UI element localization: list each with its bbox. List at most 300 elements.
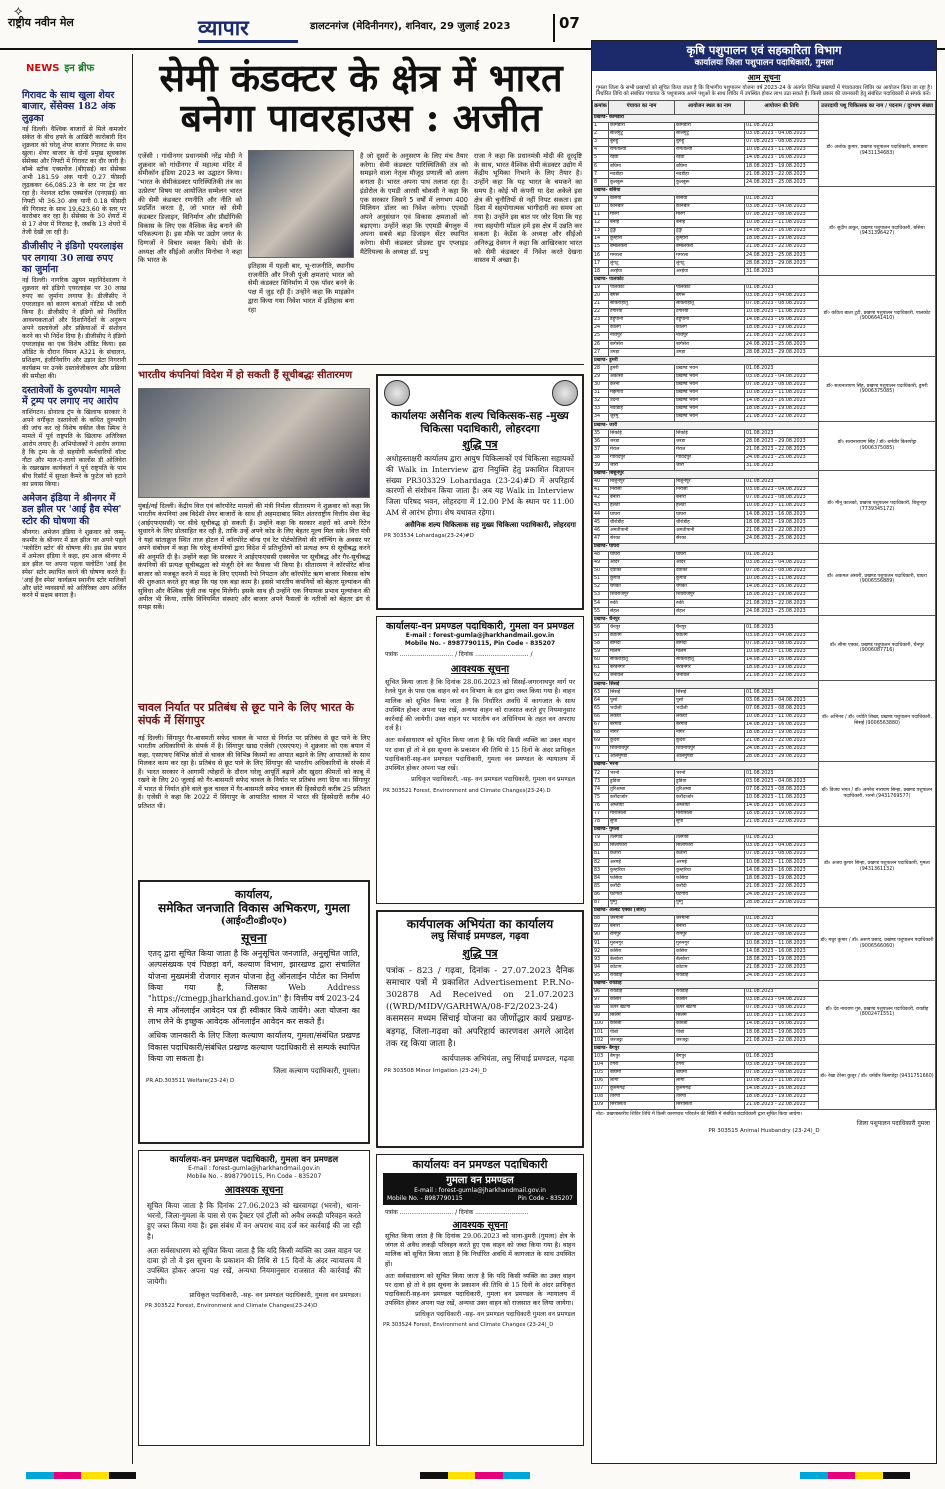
table-cell: आदर (675, 559, 745, 567)
notice-title: लघु सिंचाई प्रमण्डल, गढ़वा (431, 931, 529, 943)
table-cell: तोरपा (675, 1093, 745, 1101)
table-cell: प्रखण्ड भवन (675, 365, 745, 373)
roster-ref: PR 303515 Animal Husbandry (23-24)_D (708, 1128, 820, 1135)
table-cell: 16 (593, 252, 609, 260)
color-swatch (420, 1472, 448, 1479)
table-cell: रेड़वा (675, 155, 745, 163)
table-cell: कोलेंग (675, 325, 745, 333)
brief-headline: दस्तावेजों के दुरुपयोग मामले में ट्रम्प पर लगाए नए आरोप (22, 384, 121, 408)
table-cell: चपका (609, 584, 675, 592)
table-cell: 10.08.2023 - 11.08.2023 (745, 1012, 819, 1020)
table-cell: 10.08.2023 - 11.08.2023 (745, 503, 819, 511)
notice-signature: प्राधिकृत पदाधिकारी, -सह- वन प्रमण्डल पदाधिकारी, गुमला वन प्रमण्डल। (189, 1290, 361, 1299)
table-cell: 92 (593, 948, 609, 956)
table-cell: 10.08.2023 - 11.08.2023 (745, 648, 819, 656)
table-cell: बागेसेरा (609, 341, 675, 349)
story2-text: मुंबई/नई दिल्ली। केंद्रीय वित्त एवं कॉरपोरेट मामलों की मंत्री निर्मला सीतारमण ने शुक्रवार को कहा कि भारतीय कंपनियां अब विदेशी शेयर बाजारों के साथ ही अहमदाबाद स्थित अंतरराष्ट्रीय वित्तीय सेवा केंद्र (आईएफएससी) पर सीधे सूचीबद्ध हो सकती हैं। उन्होंने कहा कि सरकार शहरों को अपने रिटेन सुधारने के लिए प्रोत्साहित कर रही है, ताकि उन्हें अपने कोड के लिए बेहतर मूल्य मिल सके। वित्त मंत्री ने यहां सांताक्रूज स्थित ताज होटल में कॉरपोरेट बॉन्ड एवं रेट पोर्टफोलियो की लॉन्चिंग के अवसर पर अपने संबोधन में कहा कि घरेलू कंपनियों द्वारा विदेश में प्रतिभूतियों को प्रत्यक्ष रूप से सूचीबद्ध करने की अनुमति दी है। उन्होंने कहा कि सरकार ने आईएफएससी एक्सचेंज पर सूचीबद्ध और गैर-सूचीबद्ध कंपनियों की प्रत्यक्ष सूचीबद्धता को मंजूरी देने का फैसला भी किया है। सीतारमण ने कॉरपोरेट बॉन्ड बाजार को मजबूत करने में मदद के लिए एएमसी रेपो निपटान और कॉरपोरेट ऋण बाजार विकास कोष की शुरुआत करते हुए कहा कि यह एक बड़ा काम है। इससे भारतीय कंपनियों को बेहतर मूल्यांकन की सुविधा और वैश्विक पूंजी तक पहुंच मिलेगी। इसके साथ ही उन्होंने एक नियामक प्रभाव मूल्यांकन की अपील भी किया, ताकि विनियमित संस्थाएं और बाजार अपने फैसलों के नतीजों को बेहतर ढंग से समझ सकें। (138, 502, 370, 612)
roster-block-name: प्रखण्ड- बैगपुर (593, 1045, 819, 1053)
table-cell: 43 (593, 503, 609, 511)
page-number: 07 (553, 14, 579, 42)
table-cell: रायडीह (609, 972, 675, 980)
table-cell: टेंगरिया (609, 308, 675, 316)
table-cell: 71 (593, 753, 609, 761)
table-cell: 8 (593, 179, 609, 187)
color-swatch (883, 1472, 911, 1479)
table-cell: 18.08.2023 - 19.08.2023 (745, 664, 819, 672)
table-cell: 83 (593, 867, 609, 875)
lead-text: है जो दूसरों के अनुसरण के लिए मंच तैयार करेगा। सेमी कंडक्टर पारिस्थितिकी तंत्र को समझने वाला नेतृत्व मौजूद प्रणाली को अलग बनाता है। भारत अपना पाथ तलाश रहा है। इंडोरोल के एमडी आरसी चोकसी ने कहा कि एक सरकार जिसने 5 वर्षों में लगभग 400 मिलियन डॉलर का निवेश करेगा। एएमडी अपने अनुसंधान एवं विकास क्षमताओं को बढ़ाएगा। उन्होंने कहा कि एएमडी बेंगलुरु में अपना सबसे बड़ा डिजाइन सेंटर स्थापित करेगा। सेमी कंडक्टर प्रोडक्ट ग्रुप एप्लाइड मैटेरियल्स के अध्यक्ष डॉ. प्रभु (360, 152, 468, 256)
table-cell: बघिमा (675, 163, 745, 171)
table-cell: मझगांव (609, 389, 675, 397)
table-cell: 03.08.2023 - 04.08.2023 (745, 996, 819, 1004)
table-cell: 18.08.2023 - 19.08.2023 (745, 163, 819, 171)
table-cell: घाघरा (609, 551, 675, 559)
roster-intro: गुमला जिला के सभी प्रखण्डों को सूचित किया जाता है कि विभागीय पशुपालन योजना वर्ष 2023-24 के अंतर्गत विभिन्न प्रखण्डों में पंचायतवार शिविर का आयोजन किया जा रहा है। निर्धारित तिथि को संबंधित पंचायत के पशुपालक अपने पशुओं के साथ शिविर में उपस्थित होकर लाभ उठा सकते हैं। किसी प्रकार की जानकारी हेतु संबंधित पदाधिकारी से संपर्क करें। (596, 84, 932, 98)
table-cell: 109 (593, 1102, 609, 1110)
table-cell: 07.08.2023 - 08.08.2023 (745, 211, 819, 219)
roster-header-cell: क्रमांक (593, 100, 609, 114)
table-cell: 18.08.2023 - 19.08.2023 (745, 1029, 819, 1037)
story3-text: नई दिल्ली। सिंगापुर गैर-बासमती सफेद चावल के भारत से निर्यात पर प्रतिबंध से छूट पाने के लिए भारतीय अधिकारियों के संपर्क में है। सिंगापुर खाद्य एजेंसी (एसएफए) ने शुक्रवार को एक बयान में कहा, एसएफए विभिन्न स्रोतों से चावल की विभिन्न किस्मों का आयात बढ़ाने के लिए आयातकों के साथ मिलकर काम कर रहा है। प्रतिबंध से छूट पाने के लिए सिंगापुर की भारतीय अधिकारियों के संपर्क में हैं। भारत सरकार ने आगामी त्योहारों के दौरान घरेलू आपूर्ति बढ़ाने और खुदरा कीमतों को काबू में रखने के लिए 20 जुलाई को गैर-बासमती सफेद चावल के निर्यात पर प्रतिबंध लगा दिया था। सिंगापुर में भारत से निर्यात होने वाले कुल चावल में गैर-बासमती सफेद चावल की हिस्सेदारी करीब 25 प्रतिशत है। एजेंसी ने कहा कि 2022 में सिंगापुर के आयातित चावल में भारत की हिस्सेदारी करीब 40 प्रतिशत थी। (138, 734, 370, 810)
notice-title: गुमला वन प्रमण्डल (446, 1175, 514, 1187)
table-cell: 98 (593, 1004, 609, 1012)
roster-officer: डॉ० सत्यनारायण सिंह, प्रखण्ड पशुपालन पदाधिकारी, डुमरी (9006375085) (819, 357, 936, 422)
table-cell: मोरेंग (609, 211, 675, 219)
table-cell: कोब्जा (609, 1021, 675, 1029)
table-cell: 24.08.2023 - 25.08.2023 (745, 745, 819, 753)
table-cell: 24.08.2023 - 25.08.2023 (745, 972, 819, 980)
table-cell: 10.08.2023 - 11.08.2023 (745, 859, 819, 867)
notice-email: E-mail : forest-gumla@jharkhandmail.gov.in (188, 1165, 320, 1173)
table-cell: लकेया (609, 713, 675, 721)
table-cell: हेलता (609, 503, 675, 511)
table-cell: 37 (593, 446, 609, 454)
table-cell: 14.08.2023 - 16.08.2023 (745, 316, 819, 324)
table-cell: 01.08.2023 (745, 988, 819, 996)
table-cell: 21.08.2023 - 22.08.2023 (745, 446, 819, 454)
notice-body: पत्रांक - 823 / गढ़वा, दिनांक - 27.07.2023 दैनिक समाचार पत्रों में प्रकाशित Advertisement P.R.No- 302878 Ad Received on 21.07.2023 ((WRD/MIDV/GARHWA/08-F2/2023-24) कसमसन मध्यम सिंचाई योजना का जीर्णोद्धार कार्य प्रखण्ड-बड़गढ़, जिला-गढ़वा को अपरिहार्य कारणवश अगले आदेश तक रद्द किया जाता है। (386, 965, 574, 1049)
table-cell: 03.08.2023 - 04.08.2023 (745, 843, 819, 851)
notice-forest-1 (376, 616, 584, 904)
table-cell: नवडीहा (609, 171, 675, 179)
table-cell: कोटाम (609, 964, 675, 972)
table-cell: मारासिली (609, 810, 675, 818)
table-cell: 14.08.2023 - 16.08.2023 (745, 1021, 819, 1029)
table-cell: बंगरू (675, 292, 745, 300)
color-registration-bar (26, 1472, 136, 1479)
table-cell: करनी (609, 381, 675, 389)
table-cell: बिशुनपुर (675, 478, 745, 486)
table-cell: मेराल (609, 446, 675, 454)
roster-block-row (593, 114, 936, 122)
table-cell: 95 (593, 972, 609, 980)
table-cell: 19 (593, 284, 609, 292)
table-cell: तेलगांव (675, 834, 745, 842)
table-cell: 01.08.2023 (745, 551, 819, 559)
table-cell: डुमरी (609, 365, 675, 373)
roster-officer: डॉ० अजय कुमार सिन्हा, प्रखण्ड पशुपालन पदाधिकारी, गुमला (9431361132) (819, 826, 936, 907)
table-cell: 14.08.2023 - 16.08.2023 (745, 867, 819, 875)
table-cell: तेलगांव (609, 834, 675, 842)
table-cell: कामडारा (609, 122, 675, 130)
roster-block-row (593, 470, 936, 478)
color-swatch (81, 1472, 109, 1479)
table-cell: 1 (593, 122, 609, 130)
table-cell: 21.08.2023 - 22.08.2023 (745, 737, 819, 745)
table-cell: 61 (593, 664, 609, 672)
table-cell: जरजट्टा (609, 1037, 675, 1045)
table-cell: गोविंदपुर (675, 454, 745, 462)
color-swatch (475, 1472, 503, 1479)
brief-label: इन ब्रीफ (64, 63, 95, 74)
table-cell: शिवनाथपुर (609, 745, 675, 753)
table-cell: 24.08.2023 - 25.08.2023 (745, 608, 819, 616)
table-cell: सिसई (609, 689, 675, 697)
table-cell: 18.08.2023 - 19.08.2023 (745, 519, 819, 527)
table-cell: 99 (593, 1012, 609, 1020)
table-cell: नागर (609, 729, 675, 737)
table-cell: 01.08.2023 (745, 915, 819, 923)
table-cell: 10.08.2023 - 11.08.2023 (745, 575, 819, 583)
table-cell: रेड़वा (609, 155, 675, 163)
table-cell: 24.08.2023 - 25.08.2023 (745, 535, 819, 543)
table-cell: बम्बलकेरा (675, 244, 745, 252)
roster-block-name: प्रखण्ड- जारी (593, 422, 819, 430)
roster-officer: डॉ० मधुर कुमार / डॉ० अरुण प्रसाद, प्रखण्ड पशुपालन पदाधिकारी (9006566060) (819, 907, 936, 980)
table-cell: सिरासिता (609, 1102, 675, 1110)
notice-ref: PR 303521 Forest, Environment and Climate Changes(23-24).D (383, 787, 551, 794)
table-cell: तोरपा (609, 1093, 675, 1101)
table-cell: ओलमुण्डा (675, 753, 745, 761)
news-in-brief-header (26, 58, 94, 76)
table-cell: 38 (593, 454, 609, 462)
table-cell: कुगांव (609, 575, 675, 583)
roster-footer-note: नोटः- प्रखण्डस्तरीय शिविर तिथि में किसी कारणवश परिवर्तन की स्थिति में संबंधित पदाधिकारी द्वारा सूचित किया जायेगा। (596, 1112, 803, 1118)
table-cell: 14.08.2023 - 16.08.2023 (745, 721, 819, 729)
table-cell: 77 (593, 810, 609, 818)
table-cell: 72 (593, 770, 609, 778)
roster-block-name: प्रखण्ड- सिसई (593, 681, 819, 689)
roster-title: कृषि पशुपालन एवं सहकारिता विभाग (686, 43, 842, 57)
table-cell: 31.08.2023 (745, 462, 819, 470)
notice-title: कार्यालयः-वन प्रमण्डल पदाधिकारी, गुमला वन प्रमण्डल (169, 1155, 339, 1165)
notice-title: कार्यपालक अभियंता का कार्यालय (406, 917, 554, 931)
table-cell: 28 (593, 365, 609, 373)
table-cell: 75 (593, 794, 609, 802)
table-cell: रामपुर (675, 932, 745, 940)
brief-body: श्रीनगर। अमेजन इंडिया ने शुक्रवार को जम्मू-कश्मीर के श्रीनगर में डल झील पर अपने पहले 'फ्लोटिंग स्टोर' की घोषणा की। इस प्रेस बयान में अमेजन इंडिया ने कहा, हम आज श्रीनगर में डल झील पर अपना पहला फ्लोटिंग 'आई हैव स्पेस' स्टोर स्थापित करने की घोषणा करते हैं। 'आई हैव स्पेस' कार्यक्रम स्थानीय स्टोर मालिकों और छोटे व्यवसायों को अतिरिक्त आय अर्जित करने में सक्षम बनाता है। (22, 528, 126, 600)
lead-text: राजा ने कहा कि प्रधानमंत्री मोदी की दूरदृष्टि के साथ, भारत वैश्विक सेमी कंडक्टर उद्योग में केंद्रीय भूमिका निभाने के लिए तैयार है। उन्होंने कहा कि यह भारत के चमकने का समय है। कोई भी कंपनी या देश अकेले इस क्षेत्र की चुनौतियों से नहीं निपट सकता। इस दिशा में सहयोगात्मक भागीदारी का समय आ गया है। उन्होंने इस बात पर जोर दिया कि यह नया सहयोगी मॉडल हमें इस क्षेत्र में उन्नति कर सकता है। केडेंस के अध्यक्ष और सीईओ अनिरुद्ध देवगन ने कहा कि आखिरकार भारत को सेमी कंडक्टर में निवेश करते देखना वास्तव में अच्छा है। (474, 152, 582, 265)
table-cell: बनारी (609, 923, 675, 931)
notice-ref: PR 303522 Forest, Environment and Climate Changes(23-24)D (145, 1303, 318, 1310)
table-cell: जरडा (609, 438, 675, 446)
table-cell: 50 (593, 567, 609, 575)
table-cell: अरईया (675, 268, 745, 276)
table-cell: 103 (593, 1053, 609, 1061)
table-cell: देवाकी (609, 567, 675, 575)
table-cell: कुगांव (675, 575, 745, 583)
table-cell: ममरला (609, 252, 675, 260)
table-cell: 10.08.2023 - 11.08.2023 (745, 940, 819, 948)
table-cell: 74 (593, 786, 609, 794)
roster-block-name: प्रखण्ड- गुमला (593, 826, 819, 834)
table-cell: 14.08.2023 - 16.08.2023 (745, 656, 819, 664)
table-cell: नाथपुर (609, 333, 675, 341)
table-cell: बंगरू (609, 292, 675, 300)
roster-block-row (593, 1045, 936, 1053)
table-cell: अरमई (609, 859, 675, 867)
notice-title: कार्यालयः-वन प्रमण्डल पदाधिकारी, गुमला वन प्रमण्डल (386, 621, 574, 632)
table-cell: 03.08.2023 - 04.08.2023 (745, 292, 819, 300)
table-cell: 85 (593, 883, 609, 891)
lead-text: एजेंसी । गांधीनगर प्रधानमंत्री नरेंद्र मोदी ने शुक्रवार को गांधीनगर में महात्मा मंदिर में सेमीकॉन इंडिया 2023 का उद्घाटन किया। 'भारत के सेमीकंडक्टर पारिस्थितिकी तंत्र का उत्प्रेरण' विषय पर आयोजित सम्मेलन भारत की सेमी कंडक्टर रणनीति और नीति को प्रदर्शित करता है, जो भारत को सेमी कंडक्टर डिजाइन, विनिर्माण और प्रौद्योगिकी विकास के लिए एक वैश्विक केंद्र बनाने की परिकल्पना है। इस मौके पर उद्योग जगत के दिग्गजों ने विचार व्यक्त किये। सेमी के अध्यक्ष और सीईओ अजीत मिनोचा ने कहा कि भारत के (138, 152, 242, 265)
story2-headline: भारतीय कंपनियां विदेश में हो सकती हैं सूचीबद्धः सीतारमण (138, 370, 353, 381)
table-cell: 23 (593, 316, 609, 324)
table-cell: अरमई (675, 859, 745, 867)
table-cell: हेलता (675, 503, 745, 511)
table-cell: सालेगुटू (675, 130, 745, 138)
table-cell: 01.08.2023 (745, 1053, 819, 1061)
table-cell: 03.08.2023 - 04.08.2023 (745, 778, 819, 786)
notice-subject: सूचना (241, 930, 267, 945)
table-cell: जनावल (675, 673, 745, 681)
table-cell: बनाई (609, 219, 675, 227)
table-cell: 82 (593, 859, 609, 867)
table-cell: मुरुनगुर (675, 940, 745, 948)
notice-forest-3 (376, 1154, 584, 1446)
table-cell: अरईया (609, 268, 675, 276)
table-cell: जरजट्टा (675, 1037, 745, 1045)
table-cell: 40 (593, 478, 609, 486)
table-cell: चीरोडीह (609, 519, 675, 527)
table-cell: 01.08.2023 (745, 624, 819, 632)
roster-header-row (593, 100, 936, 114)
story3-headline: चावल निर्यात पर प्रतिबंध से छूट पाने के लिए भारत के संपर्क में सिंगापुर (138, 701, 354, 727)
table-cell: कोटाम (675, 964, 745, 972)
roster-header-cell: उत्तरदायी पशु चिकित्सक का नाम / पदनाम / दूरभाष संख्या (819, 100, 936, 114)
notice-welfare (138, 880, 370, 1144)
table-cell: पुसो (609, 697, 675, 705)
table-cell: 65 (593, 705, 609, 713)
table-cell: घटगांव (609, 891, 675, 899)
table-cell: 46 (593, 527, 609, 535)
roster-block-row (593, 422, 936, 430)
table-cell: तुरिअम्बा (609, 786, 675, 794)
table-cell: 73 (593, 778, 609, 786)
table-cell: 07.08.2023 - 08.08.2023 (745, 640, 819, 648)
table-cell: लकेया (675, 713, 745, 721)
table-cell: 01.08.2023 (745, 834, 819, 842)
table-cell: सेहल (609, 608, 675, 616)
table-cell: 11 (593, 211, 609, 219)
table-cell: अमतीपानी (609, 527, 675, 535)
table-cell: 01.08.2023 (745, 284, 819, 292)
table-cell: घटगांव (675, 891, 745, 899)
table-cell: रायडीह (675, 972, 745, 980)
table-cell: 68 (593, 729, 609, 737)
table-cell: रुकी (675, 600, 745, 608)
table-cell: 28.08.2023 - 29.08.2023 (745, 899, 819, 907)
roster-table (592, 100, 936, 1111)
section-rule (138, 364, 584, 365)
roster-officer: डॉ० अकमल अंसारी, प्रखण्ड पशुपालन पदाधिकारी, घाघरा (9006556889) (819, 543, 936, 616)
table-cell: लुंगटू (609, 260, 675, 268)
table-cell: कोनबीर (609, 203, 675, 211)
table-cell: 18.08.2023 - 19.08.2023 (745, 1093, 819, 1101)
table-cell: 69 (593, 737, 609, 745)
table-cell: 21.08.2023 - 22.08.2023 (745, 414, 819, 422)
table-cell: कोब्जा (675, 1021, 745, 1029)
table-cell: 14.08.2023 - 16.08.2023 (745, 227, 819, 235)
table-cell: डहुपानी (609, 316, 675, 324)
table-cell: 94 (593, 964, 609, 972)
table-cell: बघिमा (675, 1069, 745, 1077)
notice-mobile: Mobile No. - 8987790115, Pin Code - 835207 (186, 1173, 322, 1181)
table-cell: 80 (593, 843, 609, 851)
brief-body: वाशिंगटन। डोनाल्ड ट्रंप के खिलाफ सरकार ने अपने वर्गीकृत दस्तावेजों के कथित दुरुपयोग की जांच कर रहे विशेष वकील जैक स्मिथ ने मामले में पूर्व राष्ट्रपति के खिलाफ अतिरिक्त आरोप लगाए हैं। अभियोजकों ने आरोप लगाया है कि ट्रम्प के दो सहयोगी कर्मचारियों वॉल्ट नौटा और माल-ए-लागो कार्लोस डी ओलिवेरा के रखरखाव कार्यकर्ता ने पूर्व राष्ट्रपति के पाम बीच रिसॉर्ट में सुरक्षा कैमरे के फुटेज को हटाने का प्रयास किया। (22, 409, 126, 488)
table-cell: सिकोई (675, 430, 745, 438)
table-cell: 21.08.2023 - 22.08.2023 (745, 673, 819, 681)
table-cell: 14.08.2023 - 16.08.2023 (745, 155, 819, 163)
table-cell: 07.08.2023 - 08.08.2023 (745, 494, 819, 502)
table-cell: 104 (593, 1061, 609, 1069)
table-cell: 62 (593, 673, 609, 681)
table-cell: 01.08.2023 (745, 195, 819, 203)
roster-notice-heading: आम सूचना (747, 71, 781, 82)
table-cell: 03.08.2023 - 04.08.2023 (745, 203, 819, 211)
notice-body: अधोहस्ताक्षरी कार्यालय द्वारा आयुष चिकित्सकों एवं चिकित्सा सहायकों की Walk in Interview द्वारा नियुक्ति हेतु प्रकाशित विज्ञापन संख्या PR303329 Lohardaga (23-24)#D में अपरिहार्य कारणों से संशोधन किया जाता है। अब यह Walk in Interview जिला परिषद भवन, लोहरदगा में 12.00 PM के स्थान पर 11.00 AM से आरंभ होगा। शेष यथावत रहेगा। (386, 454, 574, 517)
table-cell: टंगरा (609, 1061, 675, 1069)
roster-block-row (593, 276, 936, 284)
notice-email: E-mail : forest-gumla@jharkhandmail.gov.in (405, 632, 555, 640)
table-cell: प्रखण्ड भवन (675, 389, 745, 397)
table-cell: प्रखण्ड भवन (675, 373, 745, 381)
roster-block-row (593, 980, 936, 988)
table-cell: कुलबुरू (675, 179, 745, 187)
table-cell: 21.08.2023 - 22.08.2023 (745, 244, 819, 252)
table-cell: 35 (593, 430, 609, 438)
table-cell: 57 (593, 632, 609, 640)
roster-header-cell: आयोजन स्थल का नाम (675, 100, 745, 114)
table-cell: मुरुनगुर (609, 940, 675, 948)
table-cell: शिवराजपुर (609, 592, 675, 600)
color-swatch (855, 1472, 883, 1479)
table-cell: नवाडीह (609, 405, 675, 413)
table-cell: 14.08.2023 - 16.08.2023 (745, 802, 819, 810)
table-cell: 07.08.2023 - 08.08.2023 (745, 786, 819, 794)
table-cell: 45 (593, 519, 609, 527)
newspaper-logo: राष्ट्रीय नवीन मेल (8, 16, 74, 29)
table-cell: मोरेंग (675, 211, 745, 219)
table-cell: अम्लीया (675, 802, 745, 810)
table-cell: 90 (593, 932, 609, 940)
table-cell: 2 (593, 130, 609, 138)
table-cell: 36 (593, 438, 609, 446)
roster-banner (592, 41, 936, 71)
table-cell: शिवनाथपुर (675, 745, 745, 753)
table-cell: 17 (593, 260, 609, 268)
table-cell: कांसीर (609, 996, 675, 1004)
table-cell: 96 (593, 988, 609, 996)
table-cell: टुकु (609, 227, 675, 235)
table-cell: 33 (593, 405, 609, 413)
table-cell: 07.08.2023 - 08.08.2023 (745, 1004, 819, 1012)
table-cell: कसिरा (675, 948, 745, 956)
table-cell: 30 (593, 381, 609, 389)
roster-block-name: प्रखण्ड- चैनपुर (593, 616, 819, 624)
table-cell: 47 (593, 535, 609, 543)
table-cell: बनारी (609, 494, 675, 502)
notice-title: कार्यालयः असैनिक शल्य चिकित्सक-सह -मुख्य चिकित्सा पदाधिकारी, लोहरदगा (391, 410, 569, 435)
roster-officer: डॉ० सीमा एक्का, प्रखण्ड पशुपालन पदाधिकारी, चैनपुर (9006087716) (819, 616, 936, 681)
table-cell: 42 (593, 494, 609, 502)
table-cell: 24 (593, 325, 609, 333)
table-cell: बामदा (675, 640, 745, 648)
table-cell: 26 (593, 341, 609, 349)
table-cell: चपका (675, 584, 745, 592)
table-cell: 22 (593, 308, 609, 316)
briefs-column (22, 86, 126, 602)
notice-subject: शुद्धि पत्र (462, 438, 498, 452)
notice-patrank: पत्रांक ............................ / दिनांक ............................ / (385, 651, 533, 659)
roster-officer: डॉ० सुदीप ठाकुर, प्रखण्ड पशुपालन पदाधिकारी, बसिया (9431396427) (819, 187, 936, 276)
table-cell: 91 (593, 940, 609, 948)
notice-mobile: Mobile No. - 8987790115, Pin Code - 835207 (404, 640, 556, 648)
table-cell: सुपा (609, 818, 675, 826)
table-cell: कुदरा (609, 737, 675, 745)
table-cell: पुसो (675, 697, 745, 705)
table-cell: 18.08.2023 - 19.08.2023 (745, 875, 819, 883)
table-cell: ओलमुण्डा (609, 753, 675, 761)
table-cell: नवडीहा (675, 171, 745, 179)
roster-block-name: प्रखण्ड- बसिया (593, 187, 819, 195)
table-cell: 105 (593, 1069, 609, 1077)
table-cell: सोकराहातू (675, 300, 745, 308)
table-cell: निरासी (675, 486, 745, 494)
notice-title: कार्यालयः वन प्रमण्डल पदाधिकारी (412, 1158, 548, 1171)
roster-block-row (593, 357, 936, 365)
table-cell: रामपुर (609, 932, 675, 940)
section-underline (198, 40, 298, 43)
table-cell: 07.08.2023 - 08.08.2023 (745, 300, 819, 308)
table-cell: कुम्हरिया (609, 867, 675, 875)
roster-officer: डॉ० अशोक कुमार, प्रखण्ड पशुपालन पदाधिकारी, कामडारा (9431134683) (819, 114, 936, 187)
bird-logo-icon: ⟡ (14, 4, 23, 19)
table-cell: 21.08.2023 - 22.08.2023 (745, 333, 819, 341)
table-cell: 03.08.2023 - 04.08.2023 (745, 632, 819, 640)
notice-subject: शुद्धि पत्र (462, 947, 498, 961)
table-cell: 21.08.2023 - 22.08.2023 (745, 600, 819, 608)
notice-phone-pin (387, 1195, 573, 1203)
table-cell: जरमाना (675, 915, 745, 923)
table-cell: 58 (593, 640, 609, 648)
table-cell: 13 (593, 227, 609, 235)
table-cell: बेलकेरा (675, 956, 745, 964)
table-cell: 84 (593, 875, 609, 883)
table-cell: 107 (593, 1085, 609, 1093)
table-cell: 32 (593, 397, 609, 405)
brief-headline: डीजीसीए ने इंडिगो एयरलाइंस पर लगाया 30 लाख रुपए का जुर्माना (22, 241, 124, 276)
notice-forest-2 (138, 1150, 370, 1446)
table-cell: 25 (593, 333, 609, 341)
roster-officer: डॉ० देव नारायण गुरु, प्रखण्ड पशुपालन पदाधिकारी, रायडीह (8002471551) (819, 980, 936, 1045)
table-cell: 01.08.2023 (745, 689, 819, 697)
table-cell: 78 (593, 818, 609, 826)
table-cell: कांसीर (675, 996, 745, 1004)
table-cell: 15 (593, 244, 609, 252)
table-cell: लौगा (675, 1077, 745, 1085)
emblem-icon (552, 380, 578, 406)
